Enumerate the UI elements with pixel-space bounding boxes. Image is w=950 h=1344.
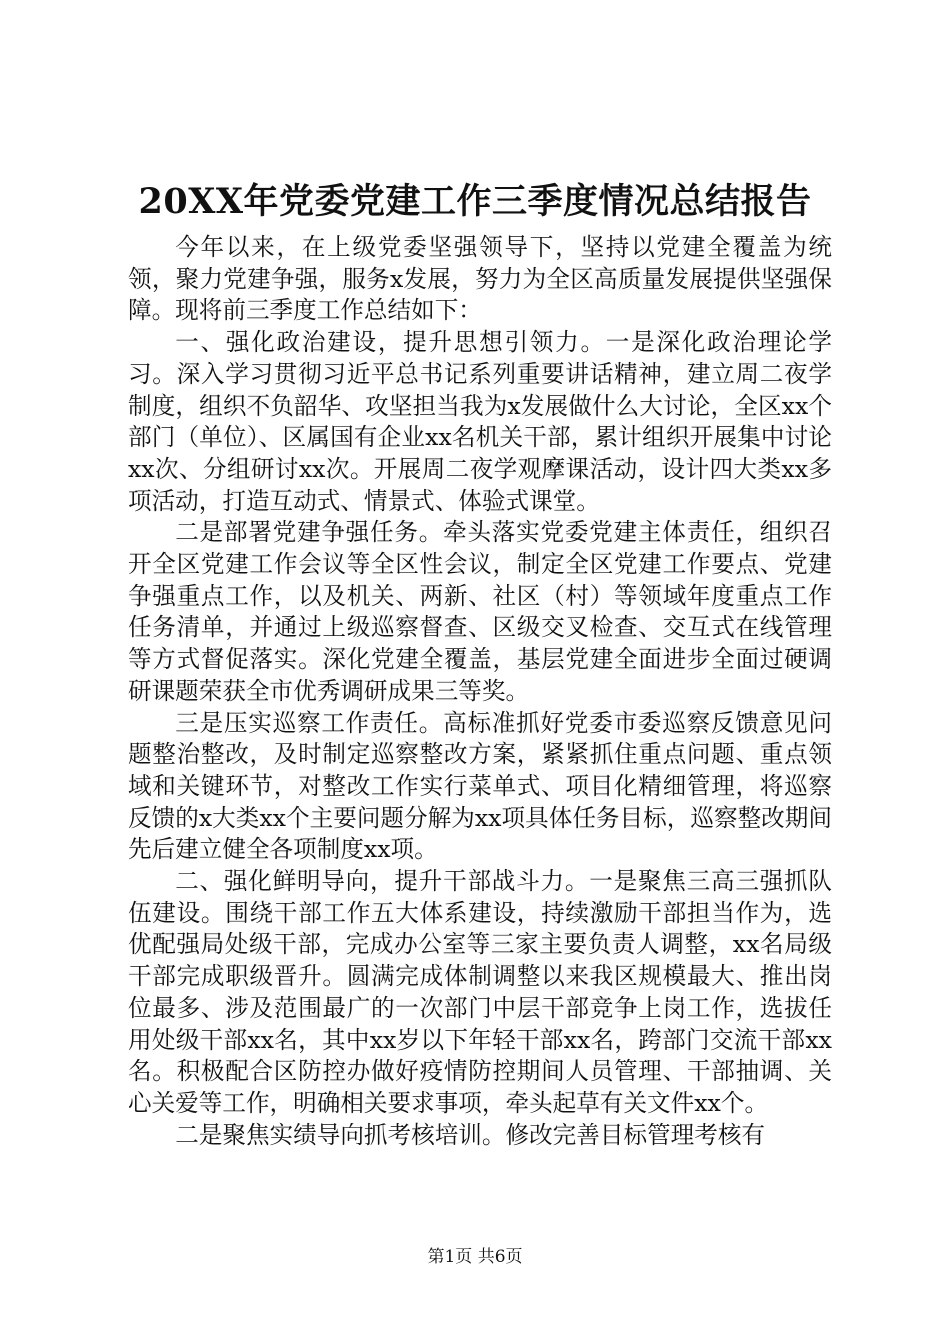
paragraph-intro: 今年以来，在上级党委坚强领导下，坚持以党建全覆盖为统领，聚力党建争强，服务x发展，努力为全区高质量发展提供坚强保障。现将前三季度工作总结如下： [128, 233, 832, 325]
document-title: 20XX年党委党建工作三季度情况总结报告 [138, 181, 812, 222]
paragraph-political-building: 一、强化政治建设，提升思想引领力。一是深化政治理论学习。深入学习贯彻习近平总书记系列重要讲话精神，建立周二夜学制度，组织不负韶华、攻坚担当我为x发展做什么大讨论，全区xx个部门（单位）、区属国有企业xx名机关干部，累计组织开展集中讨论xx次、分组研讨xx次。开展周二夜学观摩课活动，设计四大类xx多项活动，打造互动式、情景式、体验式课堂。 [128, 328, 832, 515]
paragraph-cadre-building: 二、强化鲜明导向，提升干部战斗力。一是聚焦三高三强抓队伍建设。围绕干部工作五大体系建设，持续激励干部担当作为，选优配强局处级干部，完成办公室等三家主要负责人调整，xx名局级干部完成职级晋升。圆满完成体制调整以来我区规模最大、推出岗位最多、涉及范围最广的一次部门中层干部竞争上岗工作，选拔任用处级干部xx名，其中xx岁以下年轻干部xx名，跨部门交流干部xx名。积极配合区防控办做好疫情防控期间人员管理、干部抽调、关心关爱等工作，明确相关要求事项，牵头起草有关文件xx个。 [128, 867, 832, 1117]
page-footer: 第1页 共6页 [427, 1247, 523, 1267]
paragraph-party-tasks: 二是部署党建争强任务。牵头落实党委党建主体责任，组织召开全区党建工作会议等全区性会议，制定全区党建工作要点、党建争强重点工作，以及机关、两新、社区（村）等领域年度重点工作任务清单，并通过上级巡察督查、区级交叉检查、交互式在线管理等方式督促落实。深化党建全覆盖，基层党建全面进步全面过硬调研课题荣获全市优秀调研成果三等奖。 [128, 518, 832, 705]
paragraph-inspection: 三是压实巡察工作责任。高标准抓好党委市委巡察反馈意见问题整治整改，及时制定巡察整改方案，紧紧抓住重点问题、重点领域和关键环节，对整改工作实行菜单式、项目化精细管理，将巡察反馈的x大类xx个主要问题分解为xx项具体任务目标，巡察整改期间先后建立健全各项制度xx项。 [128, 708, 832, 864]
document-body [128, 232, 832, 1151]
paragraph-assessment: 二是聚焦实绩导向抓考核培训。修改完善目标管理考核有 [175, 1120, 766, 1149]
